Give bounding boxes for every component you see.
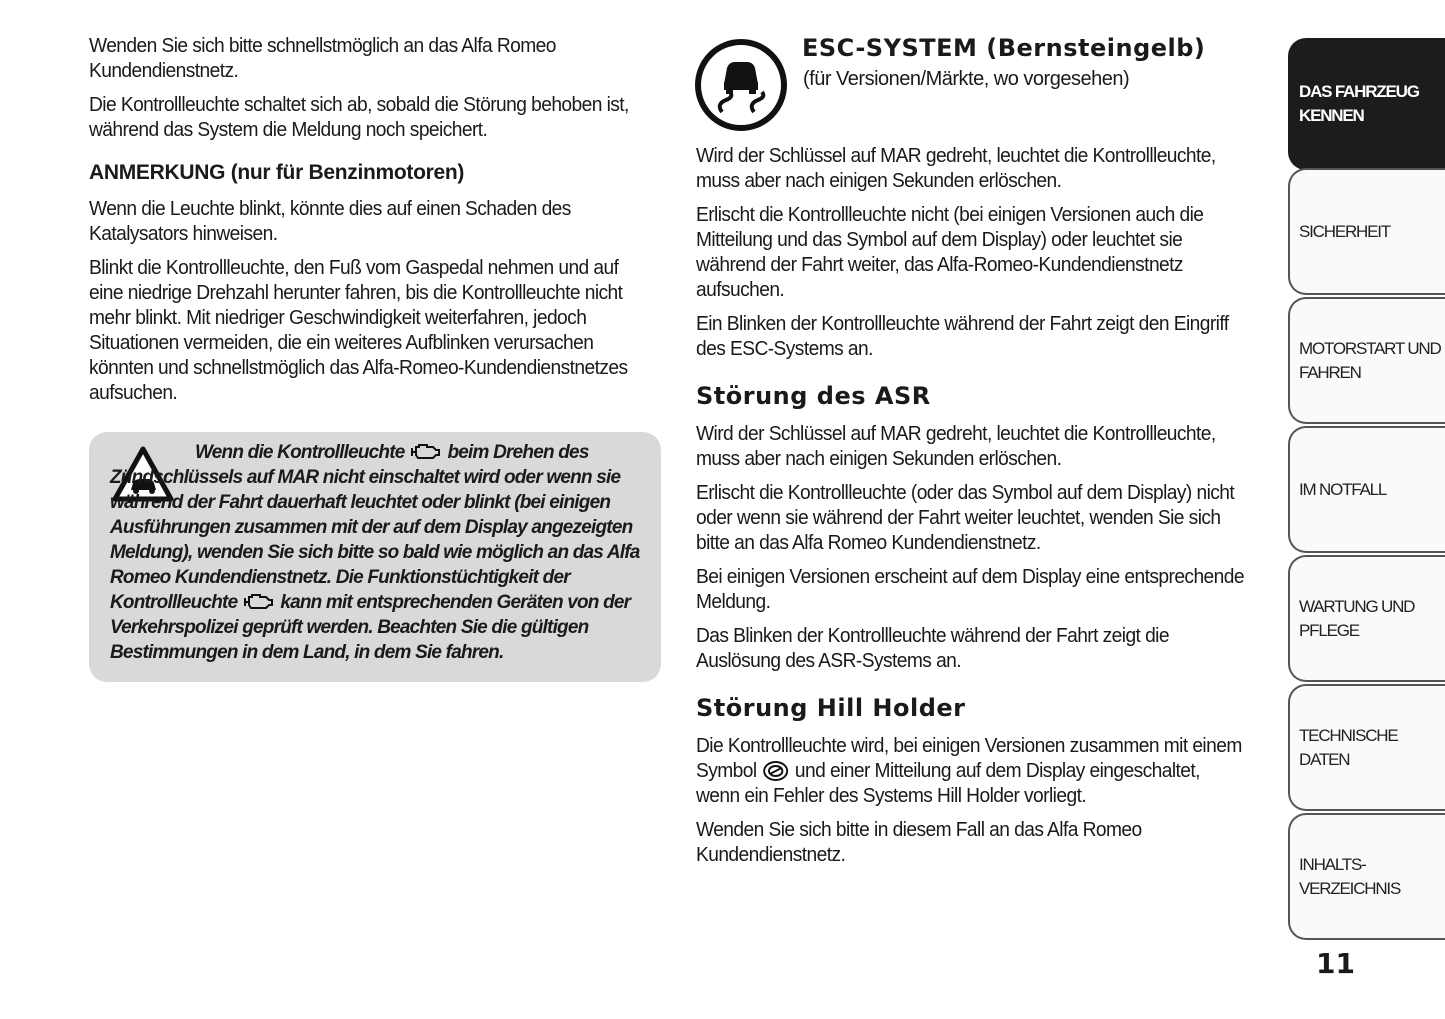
tab-label: SICHERHEIT bbox=[1299, 221, 1390, 241]
hill-holder-icon bbox=[761, 760, 790, 782]
asr-paragraph-2: Erlischt die Kontrollleuchte (oder das Symbol auf dem Display) nicht oder wenn sie während der Fahrt weiter leuchtet, wenden Sie sich bitte an das Alfa Romeo Kundendienstnetz. bbox=[696, 482, 1235, 554]
esc-title: ESC-SYSTEM (Bernsteingelb) bbox=[802, 34, 1206, 62]
tab-sicherheit[interactable] bbox=[1288, 168, 1445, 295]
hill-holder-paragraph-2: Wenden Sie sich bitte in diesem Fall an das Alfa Romeo Kundendienstnetz. bbox=[696, 819, 1142, 866]
left-column bbox=[89, 34, 664, 415]
warning-text-part-1: Wenn die Kontrollleuchte bbox=[195, 442, 405, 463]
esc-skid-icon bbox=[694, 38, 788, 132]
intro-paragraph-1: Wenden Sie sich bitte schnellstmöglich an das Alfa Romeo Kundendienstnetz. bbox=[89, 35, 556, 82]
warning-text-part-3: kann mit entsprechenden Geräten von der Verkehrspolizei geprüft werden. Beachten Sie die gültigen Bestimmungen in dem Land, in dem Sie fahren. bbox=[110, 592, 631, 663]
asr-paragraph-3: Bei einigen Versionen erscheint auf dem Display eine entsprechende Meldung. bbox=[696, 566, 1244, 613]
engine-check-icon-2 bbox=[242, 592, 276, 612]
asr-heading: Störung des ASR bbox=[696, 382, 931, 410]
hill-text-b: und einer Mitteilung auf dem Display eingeschaltet, wenn ein Fehler des Systems Hill Holder vorliegt. bbox=[696, 760, 1200, 807]
tab-label: MOTORSTART UND FAHREN bbox=[1299, 338, 1441, 382]
tab-wartung-und-pflege[interactable] bbox=[1288, 555, 1445, 682]
tab-inhaltsverzeichnis[interactable] bbox=[1288, 813, 1445, 940]
esc-paragraph-1: Wird der Schlüssel auf MAR gedreht, leuchtet die Kontrollleuchte, muss aber nach einigen Sekunden erlöschen. bbox=[696, 145, 1216, 192]
note-heading bbox=[89, 161, 664, 185]
tab-label: DAS FAHRZEUG KENNEN bbox=[1299, 82, 1419, 125]
note-heading-main: ANMERKUNG bbox=[89, 161, 226, 184]
intro-paragraph-2: Die Kontrollleuchte schaltet sich ab, sobald die Störung behoben ist, während das System die Meldung noch speichert. bbox=[89, 94, 629, 141]
note-heading-sub: (nur für Benzinmotoren) bbox=[230, 161, 465, 184]
tab-label: IM NOTFALL bbox=[1299, 479, 1387, 499]
esc-header bbox=[696, 34, 1271, 144]
hill-holder-heading: Störung Hill Holder bbox=[696, 694, 966, 722]
hill-holder-paragraph-1 bbox=[696, 734, 1248, 809]
tab-label: WARTUNG UND PFLEGE bbox=[1299, 596, 1415, 640]
page-number: 11 bbox=[1316, 947, 1355, 980]
tab-label: TECHNISCHE DATEN bbox=[1299, 725, 1398, 769]
asr-paragraph-4: Das Blinken der Kontrollleuchte während der Fahrt zeigt die Auslösung des ASR-Systems an. bbox=[696, 625, 1169, 672]
warning-text-part-2: beim Drehen des Zündschlüssels auf MAR nicht einschaltet wird oder wenn sie während der Fahrt dauerhaft leuchtet oder blinkt (bei einigen Ausführungen zusammen mit der auf dem Display angezeigten Meldung), wenden Sie sich bitte so bald wie möglich an das Alfa Romeo Kundendienstnetz. Die Funktionstüchtigkeit der Kontrollleuchte bbox=[110, 442, 640, 613]
middle-column bbox=[696, 34, 1271, 877]
tab-das-fahrzeug-kennen[interactable] bbox=[1288, 38, 1445, 170]
warning-text bbox=[110, 440, 655, 665]
tab-label: INHALTS- VERZEICHNIS bbox=[1299, 854, 1401, 898]
tab-motorstart-und-fahren[interactable] bbox=[1288, 297, 1445, 424]
esc-paragraph-3: Ein Blinken der Kontrollleuchte während der Fahrt zeigt den Eingriff des ESC-Systems an. bbox=[696, 313, 1229, 360]
hill-text-a: Die Kontrollleuchte wird, bei einigen Versionen zusammen mit einem Symbol bbox=[696, 735, 1242, 782]
note-paragraph-2: Blinkt die Kontrollleuchte, den Fuß vom Gaspedal nehmen und auf eine niedrige Drehzahl herunter fahren, bis die Kontrollleuchte nicht mehr blinkt. Mit niedriger Geschwindigkeit weiterfahren, jedoch Situationen vermeiden, die ein weiteres Aufblinken verursachen könnten und schnellstmöglich das Alfa-Romeo-Kundendienstnetzes aufsuchen. bbox=[89, 257, 628, 404]
engine-check-icon bbox=[409, 442, 443, 462]
tab-im-notfall[interactable] bbox=[1288, 426, 1445, 553]
esc-subtitle: (für Versionen/Märkte, wo vorgesehen) bbox=[803, 68, 1130, 90]
note-paragraph-1: Wenn die Leuchte blinkt, könnte dies auf einen Schaden des Katalysators hinweisen. bbox=[89, 198, 571, 245]
tab-technische-daten[interactable] bbox=[1288, 684, 1445, 811]
asr-paragraph-1: Wird der Schlüssel auf MAR gedreht, leuchtet die Kontrollleuchte, muss aber nach einigen Sekunden erlöschen. bbox=[696, 423, 1216, 470]
esc-paragraph-2: Erlischt die Kontrollleuchte nicht (bei einigen Versionen auch die Mitteilung und das Symbol auf dem Display) oder leuchtet sie während der Fahrt weiter, das Alfa-Romeo-Kundendienstnetz aufsuchen. bbox=[696, 204, 1204, 301]
